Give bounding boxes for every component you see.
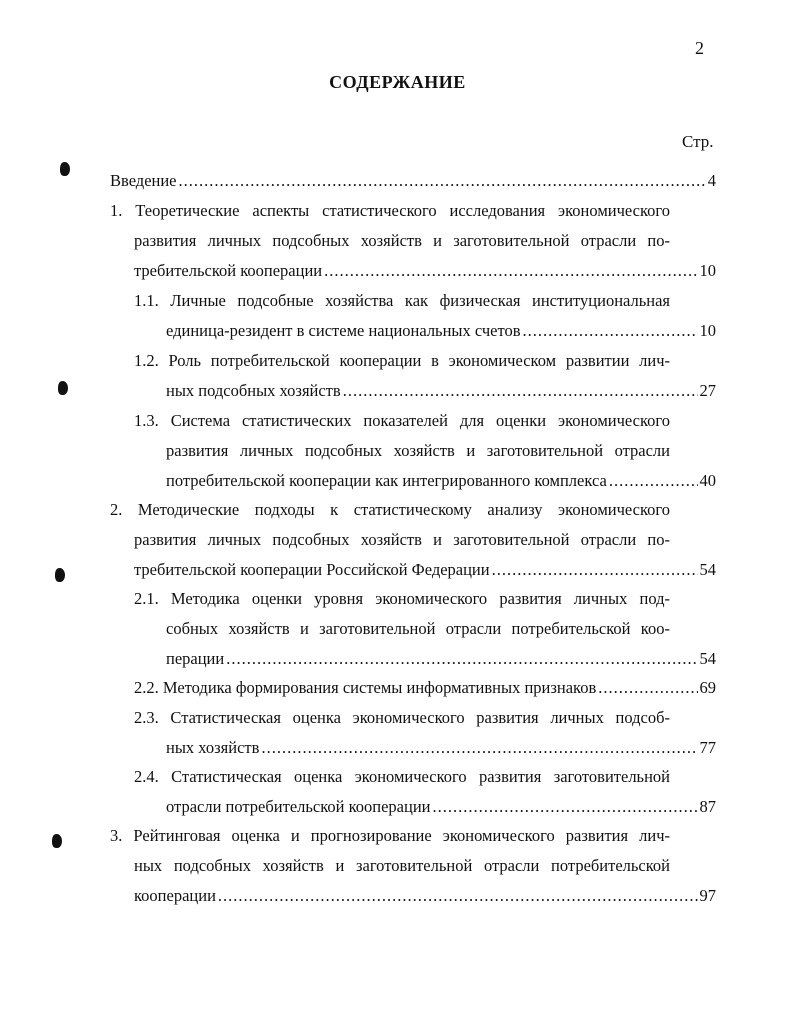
toc-page-number: 27 xyxy=(699,381,716,400)
dot-leader xyxy=(179,166,706,196)
toc-entry-line: ных хозяйств xyxy=(166,738,260,757)
toc-entry-line: 2. Методические подходы к статистическому анализу экономического xyxy=(110,500,670,519)
toc-entry-line: 1.1. Личные подсобные хозяйства как физическая институциональная xyxy=(134,291,670,310)
toc-entry-line: требительской кооперации Российской Федерации xyxy=(134,560,490,579)
toc-page-number: 77 xyxy=(699,738,716,757)
toc-page-number: 69 xyxy=(699,678,716,697)
dot-leader xyxy=(324,256,697,286)
toc-entry-line: 2.3. Статистическая оценка экономического развития личных подсоб- xyxy=(134,708,670,727)
toc-entry-line: единица-резидент в системе национальных счетов xyxy=(166,321,521,340)
toc-entry-line: 1.3. Система статистических показателей для оценки экономического xyxy=(134,411,670,430)
toc-entry-line: перации xyxy=(166,649,225,668)
toc-page-number: 54 xyxy=(699,649,716,668)
toc-entry-line: собных хозяйств и заготовительной отрасли потребительской коо- xyxy=(166,619,670,638)
toc-entry-line: потребительской кооперации как интегрированного комплекса xyxy=(166,471,607,490)
toc-entry-line: отрасли потребительской кооперации xyxy=(166,797,431,816)
dot-leader xyxy=(226,644,697,674)
toc-page-number: 4 xyxy=(707,171,716,190)
toc-entry-line: 2.1. Методика оценки уровня экономического развития личных под- xyxy=(134,589,670,608)
toc-page-number: 40 xyxy=(699,471,716,490)
page-title: СОДЕРЖАНИЕ xyxy=(329,72,466,92)
toc-page-number: 87 xyxy=(699,797,716,816)
dot-leader xyxy=(261,733,697,763)
scan-mark xyxy=(52,834,62,848)
toc-entry-line: Введение xyxy=(110,171,177,190)
toc-entry-line: развития личных подсобных хозяйств и заготовительной отрасли xyxy=(166,441,670,460)
toc-entry-line: 1. Теоретические аспекты статистического исследования экономического xyxy=(110,201,670,220)
toc-entry-line: ных подсобных хозяйств и заготовительной отрасли потребительской xyxy=(134,856,670,875)
dot-leader xyxy=(218,881,698,911)
toc-page-number: 10 xyxy=(699,321,716,340)
scan-mark xyxy=(60,162,70,176)
toc-entry-line: 3. Рейтинговая оценка и прогнозирование экономического развития лич- xyxy=(110,826,670,845)
toc-entry-line: кооперации xyxy=(134,886,216,905)
toc-entry-line: 2.4. Статистическая оценка экономического развития заготовительной xyxy=(134,767,670,786)
toc-entry-line: развития личных подсобных хозяйств и заготовительной отрасли по- xyxy=(134,530,670,549)
dot-leader xyxy=(492,555,698,585)
toc-entry-line: 2.2. Методика формирования системы информативных признаков xyxy=(134,678,597,697)
toc-page-number: 97 xyxy=(699,886,716,905)
dot-leader xyxy=(343,376,698,406)
toc-entry-line: требительской кооперации xyxy=(134,261,323,280)
scan-mark xyxy=(58,381,68,395)
toc-entry-line: 1.2. Роль потребительской кооперации в экономическом развитии лич- xyxy=(134,351,670,370)
dot-leader xyxy=(433,792,698,822)
page-column-label: Стр. xyxy=(682,132,714,151)
dot-leader xyxy=(523,316,698,346)
toc-page-number: 10 xyxy=(699,261,716,280)
page-number: 2 xyxy=(695,38,704,58)
scan-mark xyxy=(55,568,65,582)
toc-entry-line: развития личных подсобных хозяйств и заготовительной отрасли по- xyxy=(134,231,670,250)
dot-leader xyxy=(598,673,697,703)
toc-page-number: 54 xyxy=(699,560,716,579)
dot-leader xyxy=(609,466,698,496)
toc-entry-line: ных подсобных хозяйств xyxy=(166,381,341,400)
